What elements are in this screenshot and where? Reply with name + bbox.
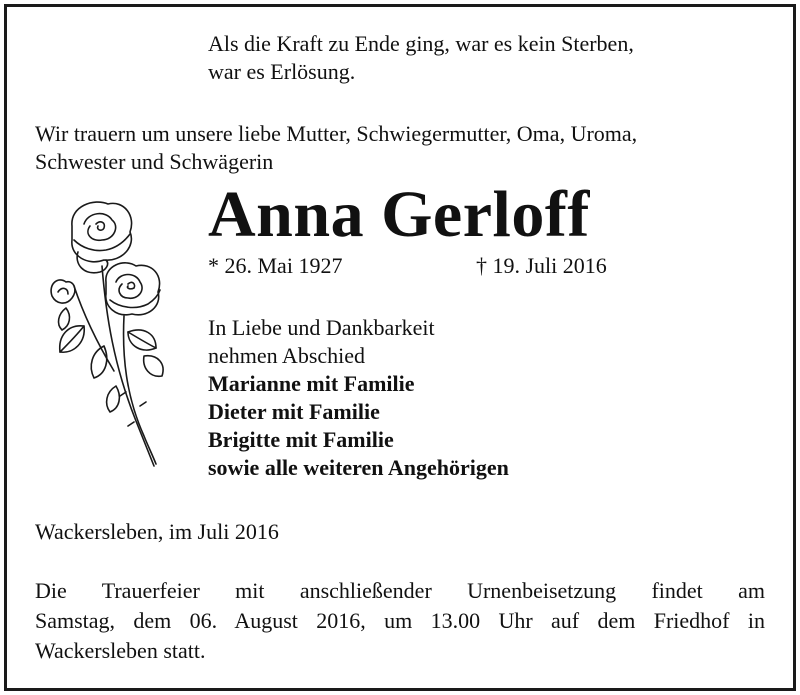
ceremony-notice (35, 576, 765, 666)
mourners-block (208, 314, 509, 482)
intro-line-2: Schwester und Schwägerin (35, 149, 274, 174)
mourners-line-2: nehmen Abschied (208, 343, 366, 368)
mourners-line-1: In Liebe und Dankbarkeit (208, 315, 435, 340)
intro-line-1: Wir trauern um unsere liebe Mutter, Schwiegermutter, Oma, Uroma, (35, 121, 638, 146)
rose-icon (44, 196, 184, 476)
motto-line-2: war es Erlösung. (208, 59, 356, 84)
mourner-name: Marianne mit Familie (208, 371, 415, 396)
death-date: † 19. Juli 2016 (476, 253, 607, 278)
intro-text (35, 120, 637, 176)
mourner-name: sowie alle weiteren Angehörigen (208, 455, 509, 480)
ceremony-line-3: Wackersleben statt. (35, 638, 206, 663)
ceremony-line-2: Samstag, dem 06. August 2016, um 13.00 Uhr auf dem Friedhof in (35, 608, 765, 633)
motto-line-1: Als die Kraft zu Ende ging, war es kein Sterben, (208, 31, 634, 56)
mourner-name: Brigitte mit Familie (208, 427, 394, 452)
place-date: Wackersleben, im Juli 2016 (35, 519, 279, 544)
ceremony-line-1: Die Trauerfeier mit anschließender Urnenbeisetzung findet am (35, 578, 765, 603)
mourner-name: Dieter mit Familie (208, 399, 380, 424)
birth-date: * 26. Mai 1927 (208, 253, 343, 278)
deceased-name: Anna Gerloff (208, 178, 590, 251)
motto (208, 30, 634, 86)
